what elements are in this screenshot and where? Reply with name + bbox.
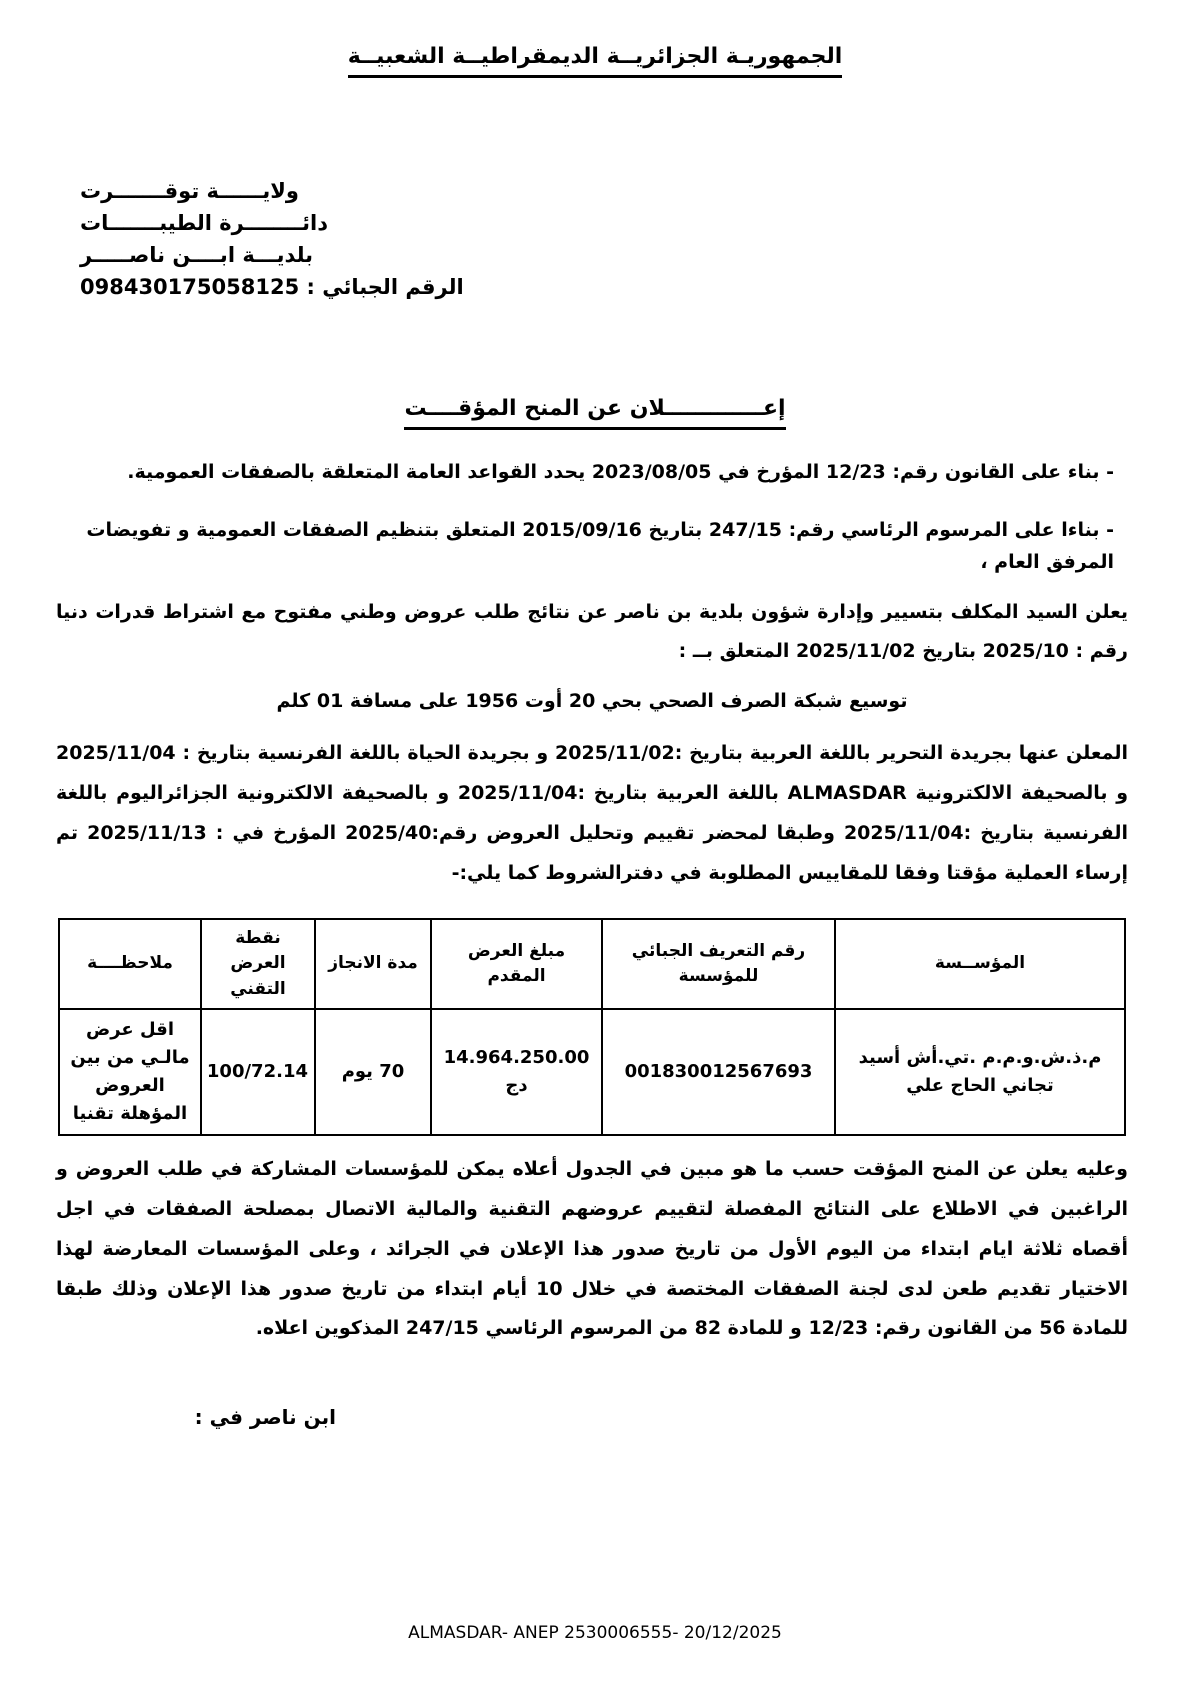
tender-results-paragraph: يعلن السيد المكلف بتسيير وإدارة شؤون بلدية بن ناصر عن نتائج طلب عروض وطني مفتوح مع اشتراط قدرات دنيا رقم : 2025/10 بتاريخ 2025/11/02 المتعلق بــ : bbox=[56, 600, 1128, 663]
col-header-duration: مدة الانجاز bbox=[315, 919, 431, 1010]
wilaya-line: ولايــــــة توقـــــــرت bbox=[80, 179, 299, 203]
cell-duration: 70 يوم bbox=[315, 1009, 431, 1135]
authority-block bbox=[0, 176, 1190, 304]
announcement-title bbox=[0, 396, 1190, 430]
legal-basis-law: - بناء على القانون رقم: 12/23 المؤرخ في 2023/08/05 يحدد القواعد العامة المتعلقة بالصفقات العمومية. bbox=[127, 460, 1114, 483]
project-title-line: توسيع شبكة الصرف الصحي بحي 20 أوت 1956 على مسافة 01 كلم bbox=[276, 690, 908, 713]
anep-footer: ALMASDAR- ANEP 2530006555- 20/12/2025 bbox=[408, 1623, 782, 1643]
cell-offer-amount: 14.964.250.00 دج bbox=[431, 1009, 602, 1135]
tax-number-line: الرقم الجبائي : 098430175058125 bbox=[80, 274, 464, 299]
col-header-remark: ملاحظــــة bbox=[59, 919, 201, 1010]
document-body bbox=[0, 456, 1190, 1430]
col-header-technical-score: نقطة العرض التقني bbox=[201, 919, 315, 1010]
cell-technical-score: 100/72.14 bbox=[201, 1009, 315, 1135]
award-table-row bbox=[59, 1009, 1125, 1135]
daira-line: دائــــــــرة الطيبـــــــات bbox=[80, 210, 328, 235]
award-table-header-row bbox=[59, 919, 1125, 1010]
col-header-tax-id: رقم التعريف الجبائي للمؤسسة bbox=[602, 919, 835, 1010]
col-header-offer-amount: مبلغ العرض المقدم bbox=[431, 919, 602, 1010]
closing-paragraph: وعليه يعلن عن المنح المؤقت حسب ما هو مبين في الجدول أعلاه يمكن للمؤسسات المشاركة في طلب العروض و الراغبين في الاطلاع على النتائج المفصلة لتقييم عروضهم التقنية والمالية الاتصال بمصلحة الصفقات في اجل أقصاه ثلاثة ايام ابتداء من اليوم الأول من تاريخ صدور هذا الإعلان في الجرائد ، وعلى المؤسسات المعارضة لهذا الاختيار تقديم طعن لدى لجنة الصفقات المختصة في خلال 10 أيام ابتداء من تاريخ صدور هذا الإعلان وذلك طبقا للمادة 56 من القانون رقم: 12/23 و للمادة 82 من المرسوم الرئاسي 247/15 المذكوين اعلاه. bbox=[56, 1157, 1128, 1340]
cell-remark: اقل عرض مالـي من بين العروض المؤهلة تقنيا bbox=[59, 1009, 201, 1135]
announcement-title-text: إعـــــــــــــلان عن المنح المؤقــــت bbox=[404, 396, 785, 430]
commune-line: بلديـــة ابــــن ناصـــــر bbox=[80, 242, 314, 267]
republic-header bbox=[0, 0, 1190, 78]
signature-place-line: ابن ناصر في : bbox=[194, 1405, 336, 1430]
publication-details-paragraph: المعلن عنها بجريدة التحرير باللغة العربية بتاريخ :2025/11/02 و بجريدة الحياة باللغة الفرنسية بتاريخ : 2025/11/04 و بالصحيفة الالكترونية ALMASDAR باللغة العربية بتاريخ :2025/11/04 و بالصحيفة الالكترونية الجزائراليوم باللغة الفرنسية بتاريخ :2025/11/04 وطبقا لمحضر تقييم وتحليل العروض رقم:2025/40 المؤرخ في : 2025/11/13 تم إرساء العملية مؤقتا وفقا للمقاييس المطلوبة في دفترالشروط كما يلي:- bbox=[56, 742, 1129, 884]
award-table bbox=[58, 918, 1126, 1136]
legal-basis-decree: - بناءا على المرسوم الرئاسي رقم: 247/15 بتاريخ 2015/09/16 المتعلق بتنظيم الصفقات العمومية و تفويضات المرفق العام ، bbox=[86, 518, 1114, 574]
cell-tax-id: 001830012567693 bbox=[602, 1009, 835, 1135]
col-header-company: المؤســسة bbox=[835, 919, 1125, 1010]
cell-company: م.ذ.ش.و.م.م .تي.أش أسيد تجاني الحاج علي bbox=[835, 1009, 1125, 1135]
republic-header-text: الجمهوريـة الجزائريــة الديمقراطيــة الشعبيــة bbox=[348, 44, 843, 78]
